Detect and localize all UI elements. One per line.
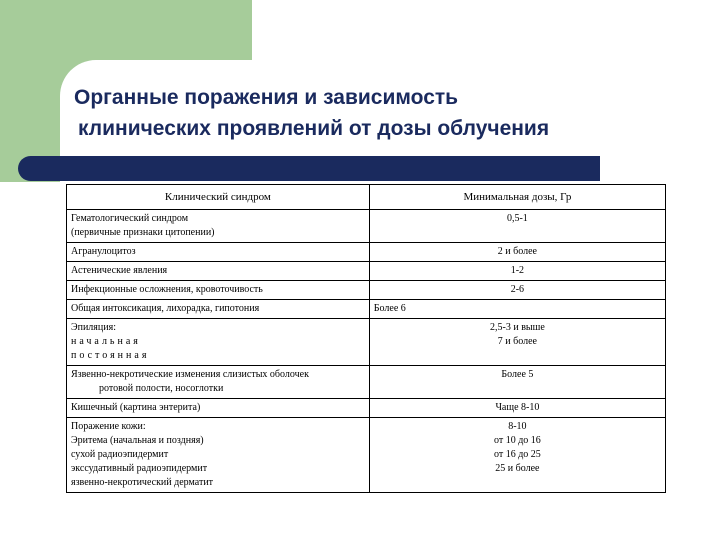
syndrome-line: (первичные признаки цитопении): [71, 227, 215, 238]
syndrome-cell: [67, 399, 370, 418]
dose-cell: [369, 300, 665, 319]
syndrome-line: язвенно-некротический дерматит: [71, 477, 214, 488]
syndrome-line: Язвенно-некротические изменения слизистых оболочек: [71, 369, 309, 380]
syndrome-cell: [67, 210, 370, 243]
dose-line: Чаще 8-10: [495, 402, 540, 413]
syndrome-cell: [67, 366, 370, 399]
syndrome-line: ротовой полости, носоглотки: [99, 383, 224, 394]
table-row: [67, 300, 666, 319]
title-line-1: Органные поражения и зависимость: [74, 86, 459, 109]
dose-line: от 10 до 16: [493, 435, 541, 446]
syndrome-line: Гематологический синдром: [71, 213, 189, 224]
dose-table: [66, 184, 666, 493]
dose-line: 1-2: [510, 265, 525, 276]
dose-cell: [369, 243, 665, 262]
dose-cell: [369, 319, 665, 366]
table-row: [67, 399, 666, 418]
table-row: [67, 210, 666, 243]
decorative-navy-bar: [18, 156, 600, 181]
syndrome-cell: [67, 262, 370, 281]
syndrome-line: Эритема (начальная и поздняя): [71, 435, 204, 446]
syndrome-line: Общая интоксикация, лихорадка, гипотония: [71, 303, 260, 314]
table-header-row: [67, 185, 666, 210]
syndrome-line: Инфекционные осложнения, кровоточивость: [71, 284, 263, 295]
dose-line: 7 и более: [497, 336, 537, 347]
syndrome-line: Агранулоцитоз: [71, 246, 136, 257]
syndrome-cell: [67, 319, 370, 366]
syndrome-line: начальная: [71, 336, 141, 347]
dose-line: Более 6: [373, 303, 406, 314]
dose-cell: [369, 281, 665, 300]
dose-line: Более 5: [501, 369, 534, 380]
syndrome-cell: [67, 281, 370, 300]
table-row: [67, 366, 666, 399]
table-row: [67, 418, 666, 493]
dose-line: 0,5-1: [506, 213, 528, 224]
dose-line: 2-6: [510, 284, 525, 295]
dose-line: 25 и более: [495, 463, 540, 474]
syndrome-line: Эпиляция:: [71, 322, 116, 333]
syndrome-line: Астенические явления: [71, 265, 168, 276]
header-syndrome: Клинический синдром: [67, 185, 370, 210]
table-row: [67, 281, 666, 300]
dose-line: 2,5-3 и выше: [490, 322, 545, 333]
syndrome-cell: [67, 243, 370, 262]
dose-line: от 16 до 25: [493, 449, 541, 460]
dose-cell: [369, 418, 665, 493]
dose-cell: [369, 210, 665, 243]
header-dose: Минимальная дозы, Гр: [369, 185, 665, 210]
syndrome-line: Поражение кожи:: [71, 421, 146, 432]
title-line-2: клинических проявлений от дозы облучения: [78, 117, 550, 140]
dose-cell: [369, 262, 665, 281]
dose-cell: [369, 366, 665, 399]
syndrome-line: Кишечный (картина энтерита): [71, 402, 201, 413]
table-row: [67, 243, 666, 262]
dose-cell: [369, 399, 665, 418]
syndrome-line: постоянная: [71, 350, 150, 361]
dose-line: 2 и более: [497, 246, 537, 257]
syndrome-line: сухой радиоэпидермит: [71, 449, 169, 460]
syndrome-line: экссудативный радиоэпидермит: [71, 463, 208, 474]
syndrome-cell: [67, 300, 370, 319]
table-row: [67, 319, 666, 366]
syndrome-cell: [67, 418, 370, 493]
table-row: [67, 262, 666, 281]
dose-line: 8-10: [508, 421, 527, 432]
slide-title: [74, 82, 694, 144]
